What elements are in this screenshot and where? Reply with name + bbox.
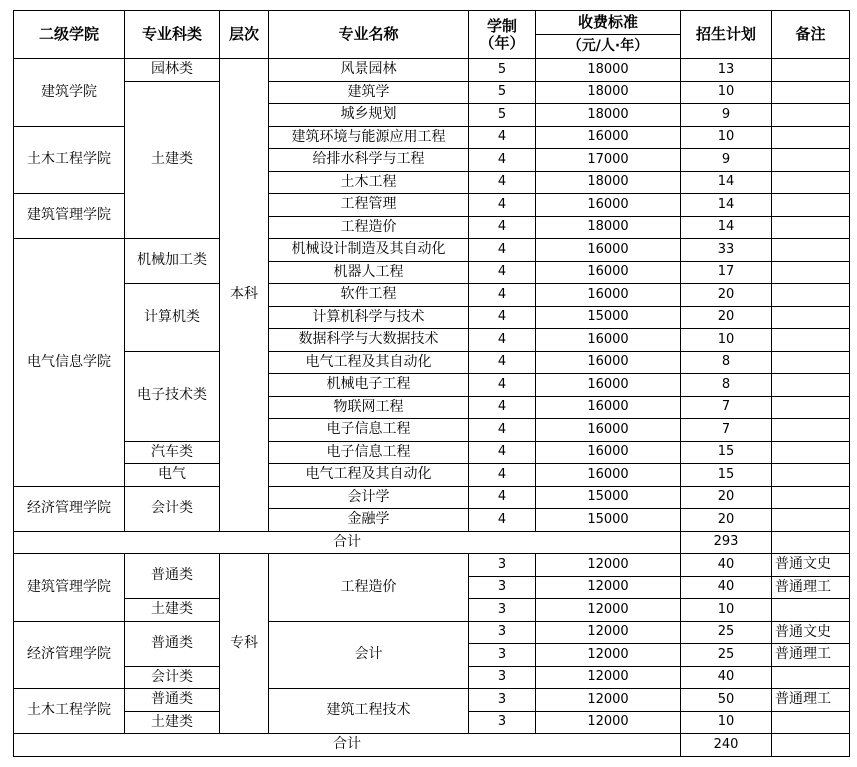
college-cell: 建筑管理学院: [14, 554, 125, 622]
fee-cell: 12000: [536, 666, 681, 689]
plan-cell: 10: [681, 711, 772, 734]
category-cell: 会计类: [125, 486, 220, 531]
note-cell: [772, 284, 850, 307]
header-years: [469, 11, 536, 59]
plan-cell: 40: [681, 666, 772, 689]
major-cell: 电子信息工程: [269, 441, 469, 464]
years-cell: 3: [469, 644, 536, 667]
total-label: 合计: [14, 734, 681, 757]
fee-cell: 16000: [536, 329, 681, 352]
years-cell: 3: [469, 554, 536, 577]
college-cell: 建筑管理学院: [14, 194, 125, 239]
table-row: [14, 351, 850, 374]
years-cell: 4: [469, 284, 536, 307]
plan-cell: 8: [681, 374, 772, 397]
plan-cell: 40: [681, 576, 772, 599]
years-cell: 4: [469, 216, 536, 239]
years-cell: 4: [469, 194, 536, 217]
note-cell: [772, 531, 850, 554]
major-cell: 工程造价: [269, 216, 469, 239]
header-fee-unit: （元/人·年）: [536, 35, 681, 59]
major-cell: 会计学: [269, 486, 469, 509]
years-cell: 4: [469, 126, 536, 149]
major-cell: 建筑工程技术: [269, 689, 469, 734]
major-cell: 金融学: [269, 509, 469, 532]
major-cell: 数据科学与大数据技术: [269, 329, 469, 352]
category-cell: 普通类: [125, 689, 220, 712]
note-cell: [772, 419, 850, 442]
years-cell: 4: [469, 396, 536, 419]
fee-cell: 18000: [536, 59, 681, 82]
college-cell: 经济管理学院: [14, 621, 125, 689]
table-row: [14, 81, 850, 104]
level-cell: 本科: [220, 59, 269, 532]
fee-cell: 16000: [536, 464, 681, 487]
major-cell: 机械电子工程: [269, 374, 469, 397]
years-cell: 4: [469, 351, 536, 374]
college-cell: 建筑学院: [14, 59, 125, 127]
years-cell: 3: [469, 689, 536, 712]
fee-cell: 17000: [536, 149, 681, 172]
plan-cell: 14: [681, 216, 772, 239]
note-cell: [772, 194, 850, 217]
category-cell: 土建类: [125, 599, 220, 622]
plan-cell: 50: [681, 689, 772, 712]
years-cell: 4: [469, 486, 536, 509]
category-cell: 电气: [125, 464, 220, 487]
table-row: [14, 689, 850, 712]
major-cell: 工程造价: [269, 554, 469, 622]
header-years-bottom: （年）: [479, 33, 525, 52]
header-row: [14, 11, 850, 35]
fee-cell: 16000: [536, 284, 681, 307]
plan-cell: 14: [681, 171, 772, 194]
plan-cell: 15: [681, 441, 772, 464]
fee-cell: 16000: [536, 374, 681, 397]
plan-cell: 10: [681, 599, 772, 622]
note-cell: [772, 239, 850, 262]
years-cell: 4: [469, 149, 536, 172]
fee-cell: 16000: [536, 351, 681, 374]
table-row: [14, 239, 850, 262]
total-row: [14, 531, 850, 554]
college-cell: 经济管理学院: [14, 486, 125, 531]
note-cell: [772, 261, 850, 284]
fee-cell: 16000: [536, 419, 681, 442]
years-cell: 4: [469, 306, 536, 329]
college-cell: 电气信息学院: [14, 239, 125, 487]
plan-cell: 33: [681, 239, 772, 262]
table-row: [14, 59, 850, 82]
note-cell: 普通理工: [772, 576, 850, 599]
major-cell: 工程管理: [269, 194, 469, 217]
fee-cell: 12000: [536, 689, 681, 712]
years-cell: 4: [469, 441, 536, 464]
plan-cell: 20: [681, 486, 772, 509]
note-cell: [772, 59, 850, 82]
college-cell: 土木工程学院: [14, 689, 125, 734]
note-cell: [772, 351, 850, 374]
enrollment-plan-table: [13, 10, 850, 757]
note-cell: [772, 464, 850, 487]
category-cell: 会计类: [125, 666, 220, 689]
note-cell: [772, 126, 850, 149]
note-cell: [772, 734, 850, 757]
fee-cell: 12000: [536, 644, 681, 667]
plan-cell: 17: [681, 261, 772, 284]
category-cell: 土建类: [125, 81, 220, 239]
plan-cell: 20: [681, 284, 772, 307]
years-cell: 4: [469, 329, 536, 352]
major-cell: 会计: [269, 621, 469, 689]
category-cell: 计算机类: [125, 284, 220, 352]
note-cell: [772, 104, 850, 127]
plan-cell: 10: [681, 81, 772, 104]
fee-cell: 18000: [536, 216, 681, 239]
table-row: [14, 441, 850, 464]
note-cell: [772, 171, 850, 194]
years-cell: 5: [469, 104, 536, 127]
plan-cell: 10: [681, 126, 772, 149]
note-cell: [772, 486, 850, 509]
header-level: 层次: [220, 11, 269, 59]
note-cell: [772, 509, 850, 532]
table-row: [14, 621, 850, 644]
table-row: [14, 464, 850, 487]
years-cell: 3: [469, 576, 536, 599]
major-cell: 土木工程: [269, 171, 469, 194]
note-cell: [772, 396, 850, 419]
major-cell: 给排水科学与工程: [269, 149, 469, 172]
total-row: [14, 734, 850, 757]
fee-cell: 16000: [536, 239, 681, 262]
plan-cell: 8: [681, 351, 772, 374]
header-category: 专业科类: [125, 11, 220, 59]
header-fee: 收费标准: [536, 11, 681, 35]
header-college: 二级学院: [14, 11, 125, 59]
years-cell: 4: [469, 464, 536, 487]
category-cell: 普通类: [125, 621, 220, 666]
category-cell: 土建类: [125, 711, 220, 734]
major-cell: 城乡规划: [269, 104, 469, 127]
note-cell: [772, 374, 850, 397]
note-cell: 普通文史: [772, 621, 850, 644]
years-cell: 4: [469, 374, 536, 397]
fee-cell: 12000: [536, 554, 681, 577]
fee-cell: 15000: [536, 306, 681, 329]
major-cell: 建筑学: [269, 81, 469, 104]
fee-cell: 16000: [536, 396, 681, 419]
fee-cell: 18000: [536, 171, 681, 194]
note-cell: 普通文史: [772, 554, 850, 577]
plan-cell: 9: [681, 104, 772, 127]
years-cell: 4: [469, 239, 536, 262]
note-cell: 普通理工: [772, 689, 850, 712]
header-note: 备注: [772, 11, 850, 59]
years-cell: 3: [469, 599, 536, 622]
table-row: [14, 554, 850, 577]
note-cell: [772, 81, 850, 104]
fee-cell: 18000: [536, 81, 681, 104]
header-major: 专业名称: [269, 11, 469, 59]
major-cell: 电子信息工程: [269, 419, 469, 442]
total-label: 合计: [14, 531, 681, 554]
fee-cell: 16000: [536, 261, 681, 284]
years-cell: 4: [469, 261, 536, 284]
fee-cell: 12000: [536, 621, 681, 644]
fee-cell: 16000: [536, 441, 681, 464]
header-plan: 招生计划: [681, 11, 772, 59]
fee-cell: 15000: [536, 509, 681, 532]
category-cell: 园林类: [125, 59, 220, 82]
fee-cell: 16000: [536, 126, 681, 149]
header-years-top: 学制: [486, 17, 517, 35]
years-cell: 3: [469, 711, 536, 734]
note-cell: 普通理工: [772, 644, 850, 667]
major-cell: 建筑环境与能源应用工程: [269, 126, 469, 149]
level-cell: 专科: [220, 554, 269, 734]
note-cell: [772, 441, 850, 464]
fee-cell: 12000: [536, 576, 681, 599]
note-cell: [772, 711, 850, 734]
major-cell: 机械设计制造及其自动化: [269, 239, 469, 262]
fee-cell: 16000: [536, 194, 681, 217]
fee-cell: 12000: [536, 599, 681, 622]
category-cell: 电子技术类: [125, 351, 220, 441]
category-cell: 机械加工类: [125, 239, 220, 284]
major-cell: 计算机科学与技术: [269, 306, 469, 329]
note-cell: [772, 149, 850, 172]
major-cell: 电气工程及其自动化: [269, 464, 469, 487]
fee-cell: 12000: [536, 711, 681, 734]
category-cell: 汽车类: [125, 441, 220, 464]
years-cell: 4: [469, 171, 536, 194]
years-cell: 5: [469, 59, 536, 82]
plan-cell: 7: [681, 419, 772, 442]
major-cell: 风景园林: [269, 59, 469, 82]
plan-cell: 10: [681, 329, 772, 352]
major-cell: 软件工程: [269, 284, 469, 307]
fee-cell: 15000: [536, 486, 681, 509]
years-cell: 5: [469, 81, 536, 104]
college-cell: 土木工程学院: [14, 126, 125, 194]
plan-cell: 15: [681, 464, 772, 487]
note-cell: [772, 306, 850, 329]
major-cell: 物联网工程: [269, 396, 469, 419]
plan-cell: 13: [681, 59, 772, 82]
plan-cell: 20: [681, 509, 772, 532]
years-cell: 4: [469, 509, 536, 532]
total-value: 293: [681, 531, 772, 554]
plan-cell: 14: [681, 194, 772, 217]
years-cell: 3: [469, 621, 536, 644]
plan-cell: 20: [681, 306, 772, 329]
note-cell: [772, 599, 850, 622]
note-cell: [772, 329, 850, 352]
plan-cell: 7: [681, 396, 772, 419]
plan-cell: 40: [681, 554, 772, 577]
table-row: [14, 284, 850, 307]
note-cell: [772, 666, 850, 689]
plan-cell: 25: [681, 621, 772, 644]
plan-cell: 25: [681, 644, 772, 667]
table-row: [14, 486, 850, 509]
years-cell: 3: [469, 666, 536, 689]
category-cell: 普通类: [125, 554, 220, 599]
major-cell: 机器人工程: [269, 261, 469, 284]
fee-cell: 18000: [536, 104, 681, 127]
note-cell: [772, 216, 850, 239]
plan-cell: 9: [681, 149, 772, 172]
total-value: 240: [681, 734, 772, 757]
years-cell: 4: [469, 419, 536, 442]
major-cell: 电气工程及其自动化: [269, 351, 469, 374]
